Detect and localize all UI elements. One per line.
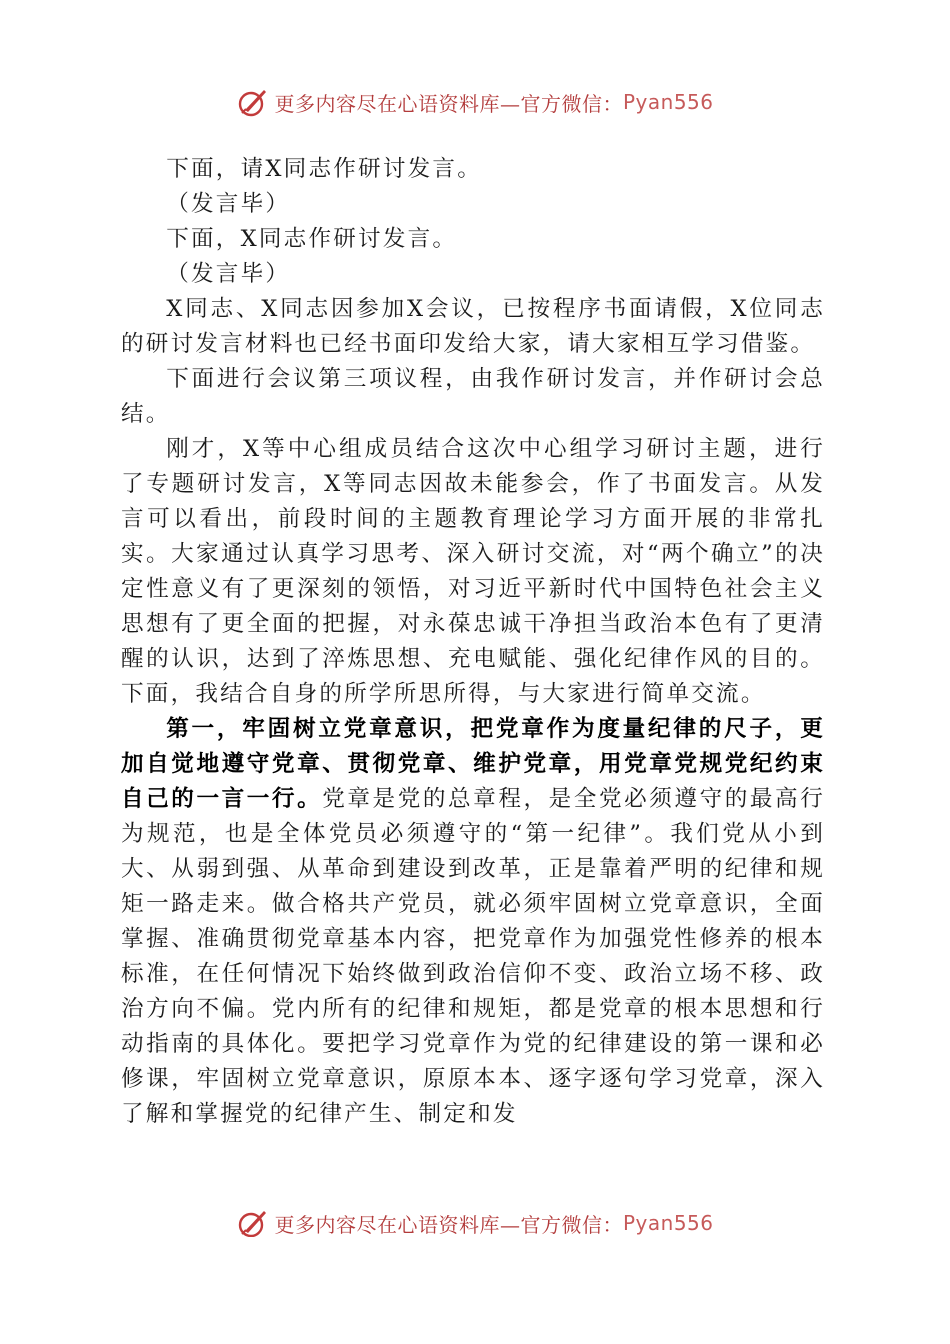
watermark-banner-bottom: [0, 1203, 950, 1237]
paragraph: X同志、X同志因参加X会议，已按程序书面请假，X位同志的研讨发言材料也已经书面印发给大家，请大家相互学习借鉴。: [121, 296, 825, 357]
paragraph: 下面，请X同志作研讨发言。: [166, 156, 482, 182]
watermark-wechat-id: Pyan556: [622, 1211, 714, 1235]
paragraph: 刚才，X等中心组成员结合这次中心组学习研讨主题，进行了专题研讨发言，X等同志因故未能参会，作了书面发言。从发言可以看出，前段时间的主题教育理论学习方面开展的非常扎实。大家通过认真学习思考、深入研讨交流，对“两个确立”的决定性意义有了更深刻的领悟，对习近平新时代中国特色社会主义思想有了更全面的把握，对永葆忠诚干净担当政治本色有了更清醒的认识，达到了淬炼思想、充电赋能、强化纪律作风的目的。下面，我结合自身的所学所思所得，与大家进行简单交流。: [121, 436, 825, 707]
feather-pen-logo-icon: [236, 1206, 270, 1237]
watermark-text: 更多内容尽在心语资料库—官方微信：: [274, 91, 623, 116]
paragraph: （发言毕）: [166, 191, 291, 217]
paragraph: 第一，牢固树立党章意识，把党章作为度量纪律的尺子，更加自觉地遵守党章、贯彻党章、维护党章，用党章党规党纪约束自己的一言一行。党章是党的总章程，是全党必须遵守的最高行为规范，也是全体党员必须遵守的“第一纪律”。我们党从小到大、从弱到强、从革命到建设到改革，正是靠着严明的纪律和规矩一路走来。做合格共产党员，就必须牢固树立党章意识，全面掌握、准确贯彻党章基本内容，把党章作为加强党性修养的根本标准，在任何情况下始终做到政治信仰不变、政治立场不移、政治方向不偏。党内所有的纪律和规矩，都是党章的根本思想和行动指南的具体化。要把学习党章作为党的纪律建设的第一课和必修课，牢固树立党章意识，原原本本、逐字逐句学习党章，深入了解和掌握党的纪律产生、制定和发: [121, 716, 825, 1127]
watermark-wechat-id: Pyan556: [622, 90, 714, 114]
watermark-banner-top: [0, 82, 950, 122]
document-body: [121, 152, 825, 1132]
paragraph: 下面，X同志作研讨发言。: [166, 226, 458, 252]
feather-pen-logo-icon: [236, 85, 270, 119]
section-heading: 第一，牢固树立党章意识，把党章作为度量纪律的尺子，更加自觉地遵守党章、贯彻党章、维护党章，用党章党规党纪约束自己的一言一行。: [121, 716, 825, 812]
paragraph: 下面进行会议第三项议程，由我作研讨发言，并作研讨会总结。: [121, 366, 825, 427]
watermark-text: 更多内容尽在心语资料库—官方微信：: [274, 1212, 623, 1237]
paragraph: （发言毕）: [166, 261, 291, 287]
